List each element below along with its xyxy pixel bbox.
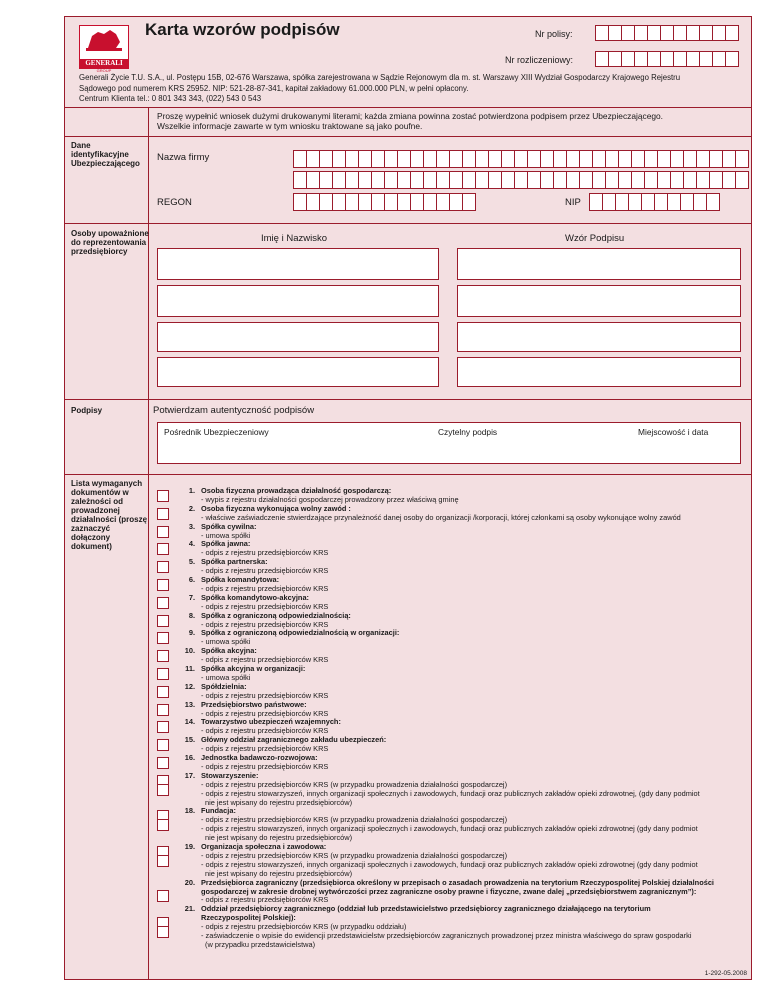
char-cell[interactable] [293, 193, 307, 211]
char-cell[interactable] [332, 193, 346, 211]
char-cell[interactable] [683, 171, 697, 189]
char-cell[interactable] [605, 171, 619, 189]
char-cell[interactable] [673, 51, 687, 67]
char-cell[interactable] [654, 193, 668, 211]
document-checkbox[interactable] [157, 632, 169, 644]
char-cell[interactable] [410, 193, 424, 211]
divider [65, 136, 751, 137]
char-cell[interactable] [306, 171, 320, 189]
person-name-field[interactable] [157, 285, 439, 317]
char-cell[interactable] [423, 150, 437, 168]
char-cell[interactable] [436, 193, 450, 211]
agent-label: Pośrednik Ubezpieczeniowy [164, 427, 269, 437]
document-checkbox[interactable] [157, 757, 169, 769]
char-cell[interactable] [449, 193, 463, 211]
place-date-label: Miejscowość i data [638, 427, 709, 437]
char-cell[interactable] [686, 51, 700, 67]
char-cell[interactable] [712, 25, 726, 41]
char-cell[interactable] [579, 150, 593, 168]
char-cell[interactable] [699, 51, 713, 67]
char-cell[interactable] [384, 150, 398, 168]
char-cell[interactable] [595, 25, 609, 41]
char-cell[interactable] [712, 51, 726, 67]
signature-column-header: Wzór Podpisu [565, 233, 625, 244]
section-label-insurer: Dane identyfikacyjne Ubezpieczającego [71, 141, 140, 168]
char-cell[interactable] [657, 150, 671, 168]
char-cell[interactable] [462, 171, 476, 189]
document-checkbox[interactable] [157, 543, 169, 555]
document-item: 4. Spółka jawna: - odpis z rejestru przedsiębiorców KRS [188, 539, 329, 558]
company-name-label: Nazwa firmy [157, 152, 210, 163]
char-cell[interactable] [384, 171, 398, 189]
char-cell[interactable] [345, 193, 359, 211]
document-item: 17. Stowarzyszenie: - odpis z rejestru przedsiębiorców KRS (w przypadku prowadzenia działalności gospodarczej) - odpis z rejestru stowarzyszeń, innych organizacji społecznych i zawodowych, fundacji oraz publicznych zakładów opieki zdrowotnej, (gdy dany podmiot nie jest wpisany do rejestru przedsiębiorców) [184, 770, 700, 807]
document-checkbox[interactable] [157, 784, 169, 796]
document-item: 15. Główny oddział zagranicznego zakładu ubezpieczeń: - odpis z rejestru przedsiębiorców KRS [184, 735, 387, 754]
char-cell[interactable] [553, 150, 567, 168]
char-cell[interactable] [709, 150, 723, 168]
char-cell[interactable] [371, 193, 385, 211]
char-cell[interactable] [660, 51, 674, 67]
char-cell[interactable] [696, 150, 710, 168]
char-cell[interactable] [631, 171, 645, 189]
section-label-signatures: Podpisy [71, 406, 103, 415]
char-cell[interactable] [660, 25, 674, 41]
person-name-field[interactable] [157, 248, 439, 280]
policy-number-label: Nr polisy: [535, 29, 573, 39]
char-cell[interactable] [699, 25, 713, 41]
char-cell[interactable] [618, 150, 632, 168]
char-cell[interactable] [397, 193, 411, 211]
char-cell[interactable] [631, 150, 645, 168]
nip-label: NIP [565, 197, 581, 208]
page-title: Karta wzorów podpisów [145, 20, 340, 39]
char-cell[interactable] [527, 171, 541, 189]
document-checkbox[interactable] [157, 526, 169, 538]
char-cell[interactable] [673, 25, 687, 41]
document-item: 18. Fundacja: - odpis z rejestru przedsiębiorców KRS (w przypadku prowadzenia działalności gospodarczej) - odpis z rejestru stowarzyszeń, innych organizacji społecznych i zawodowych, fundacji oraz publicznych zakładów opieki zdrowotnej (gdy dany podmiot nie jest wpisany do rejestru przedsiębiorców) [184, 806, 698, 843]
document-checkbox[interactable] [157, 721, 169, 733]
char-cell[interactable] [628, 193, 642, 211]
char-cell[interactable] [621, 25, 635, 41]
char-cell[interactable] [397, 171, 411, 189]
document-checkbox[interactable] [157, 686, 169, 698]
char-cell[interactable] [371, 171, 385, 189]
document-checkbox[interactable] [157, 668, 169, 680]
char-cell[interactable] [345, 150, 359, 168]
char-cell[interactable] [553, 171, 567, 189]
char-cell[interactable] [615, 193, 629, 211]
char-cell[interactable] [566, 171, 580, 189]
document-item: 19. Organizacja społeczna i zawodowa: - odpis z rejestru przedsiębiorców KRS (w przypadku prowadzenia działalności gospodarczej) - odpis z rejestru stowarzyszeń, innych organizacji społecznych i zawodowych, fundacji oraz publicznych zakładów opieki zdrowotnej (gdy dany podmiot nie jest wpisany do rejestru przedsiębiorców) [184, 842, 698, 878]
document-item: 13. Przedsiębiorstwo państwowe: - odpis z rejestru przedsiębiorców KRS [184, 699, 329, 718]
char-cell[interactable] [608, 25, 622, 41]
document-checkbox[interactable] [157, 890, 169, 902]
document-checkbox[interactable] [157, 579, 169, 591]
char-cell[interactable] [410, 150, 424, 168]
document-item: 8. Spółka z ograniczoną odpowiedzialnością: - odpis z rejestru przedsiębiorców KRS [188, 610, 351, 629]
regon-label: REGON [157, 197, 192, 208]
char-cell[interactable] [397, 150, 411, 168]
char-cell[interactable] [540, 171, 554, 189]
char-cell[interactable] [488, 150, 502, 168]
char-cell[interactable] [332, 171, 346, 189]
char-cell[interactable] [462, 150, 476, 168]
char-cell[interactable] [683, 150, 697, 168]
char-cell[interactable] [332, 150, 346, 168]
char-cell[interactable] [735, 171, 749, 189]
signatures-box[interactable] [157, 422, 741, 464]
char-cell[interactable] [449, 171, 463, 189]
company-info: Generali Życie T.U. S.A., ul. Postępu 15B, 02-676 Warszawa, spółka zarejestrowana w Sądzie Rejonowym dla m. st. Warszawy XIII Wydział Gospodarczy Krajowego Rejestru Sądowego pod numerem KRS 25952. NIP: 521-28-87-341, kapitał zakładowy 61.000.000 PLN, w pełni opłacony. Centrum Klienta tel.: 0 801 343 343, (022) 543 0 543 [79, 73, 681, 103]
divider [65, 107, 751, 108]
char-cell[interactable] [423, 193, 437, 211]
document-item: 6. Spółka komandytowa: - odpis z rejestru przedsiębiorców KRS [188, 575, 329, 593]
char-cell[interactable] [722, 171, 736, 189]
document-checkbox[interactable] [157, 926, 169, 938]
section-label-documents: Lista wymaganych dokumentów w zależności od prowadzonej działalności (proszę zaznaczyć dołączony dokument) [71, 479, 148, 551]
document-checkbox[interactable] [157, 561, 169, 573]
document-item: 1. Osoba fizyczna prowadząca działalność gospodarczą: - wypis z rejestru działalności gospodarczej prowadzony przez właściwą gminę [188, 486, 459, 504]
char-cell[interactable] [618, 171, 632, 189]
char-cell[interactable] [686, 25, 700, 41]
char-cell[interactable] [634, 51, 648, 67]
char-cell[interactable] [319, 150, 333, 168]
char-cell[interactable] [680, 193, 694, 211]
char-cell[interactable] [657, 171, 671, 189]
document-item: 14. Towarzystwo ubezpieczeń wzajemnych: - odpis z rejestru przedsiębiorców KRS [184, 717, 341, 736]
char-cell[interactable] [667, 193, 681, 211]
document-checkbox[interactable] [157, 739, 169, 751]
char-cell[interactable] [605, 150, 619, 168]
char-cell[interactable] [592, 171, 606, 189]
char-cell[interactable] [644, 171, 658, 189]
char-cell[interactable] [722, 150, 736, 168]
form-frame [64, 16, 752, 980]
char-cell[interactable] [475, 150, 489, 168]
person-signature-field[interactable] [457, 322, 741, 352]
char-cell[interactable] [608, 51, 622, 67]
form-code: 1-292-05.2008 [704, 970, 747, 977]
generali-logo [79, 25, 129, 73]
char-cell[interactable] [306, 150, 320, 168]
char-cell[interactable] [293, 171, 307, 189]
document-checkbox[interactable] [157, 650, 169, 662]
char-cell[interactable] [602, 193, 616, 211]
char-cell[interactable] [725, 51, 739, 67]
confirm-text: Potwierdzam autentyczność podpisów [153, 405, 315, 416]
char-cell[interactable] [514, 171, 528, 189]
divider [65, 399, 751, 400]
char-cell[interactable] [371, 150, 385, 168]
char-cell[interactable] [693, 193, 707, 211]
char-cell[interactable] [670, 150, 684, 168]
document-item: 5. Spółka partnerska: - odpis z rejestru przedsiębiorców KRS [188, 557, 329, 576]
char-cell[interactable] [595, 51, 609, 67]
char-cell[interactable] [621, 51, 635, 67]
char-cell[interactable] [527, 150, 541, 168]
document-checkbox[interactable] [157, 597, 169, 609]
person-name-field[interactable] [157, 357, 439, 387]
document-item: 11. Spółka akcyjna w organizacji: - umowa spółki [185, 664, 306, 682]
char-cell[interactable] [358, 150, 372, 168]
char-cell[interactable] [641, 193, 655, 211]
char-cell[interactable] [634, 25, 648, 41]
char-cell[interactable] [735, 150, 749, 168]
char-cell[interactable] [436, 171, 450, 189]
char-cell[interactable] [293, 150, 307, 168]
document-item: 2. Osoba fizyczna wykonująca wolny zawód : - właściwe zaświadczenie stwierdzające przynależność danej osoby do organizacji /korporacji, której członkami są osoby wykonujące wolny zawód [188, 503, 681, 522]
char-cell[interactable] [449, 150, 463, 168]
document-item: 10. Spółka akcyjna: - odpis z rejestru przedsiębiorców KRS [184, 646, 329, 665]
logo-subtext: GROUP [96, 68, 112, 73]
document-checkbox[interactable] [157, 615, 169, 627]
char-cell[interactable] [579, 171, 593, 189]
char-cell[interactable] [514, 150, 528, 168]
divider [65, 474, 751, 475]
document-item: 12. Spółdzielnia: - odpis z rejestru przedsiębiorców KRS [184, 681, 329, 700]
instructions: Proszę wypełnić wniosek dużymi drukowanymi literami; każda zmiana powinna zostać potwierdzona podpisem przez Ubezpieczającego. Wszelkie informacje zawarte w tym wniosku traktowane są jako poufne. [157, 111, 663, 131]
document-checkbox[interactable] [157, 819, 169, 831]
document-item: 7. Spółka komandytowo-akcyjna: - odpis z rejestru przedsiębiorców KRS [188, 592, 329, 611]
char-cell[interactable] [566, 150, 580, 168]
name-column-header: Imię i Nazwisko [261, 233, 327, 244]
char-cell[interactable] [540, 150, 554, 168]
char-cell[interactable] [644, 150, 658, 168]
char-cell[interactable] [647, 25, 661, 41]
person-signature-field[interactable] [457, 248, 741, 280]
char-cell[interactable] [501, 171, 515, 189]
char-cell[interactable] [592, 150, 606, 168]
char-cell[interactable] [696, 171, 710, 189]
char-cell[interactable] [345, 171, 359, 189]
document-checkbox[interactable] [157, 704, 169, 716]
char-cell[interactable] [725, 25, 739, 41]
person-signature-field[interactable] [457, 285, 741, 317]
document-checkbox[interactable] [157, 490, 169, 502]
document-checkbox[interactable] [157, 508, 169, 520]
lion-icon [80, 26, 128, 54]
document-item: 20. Przedsiębiorca zagraniczny (przedsiębiorca określony w przepisach o zasadach prowadzenia na terytorium Rzeczypospolitej Polskiej działalności gospodarczej w zakresie drobnej wytwórczości przez zagraniczne osoby prawne i fizyczne, zwane dalej „przedsiębiorstwem zagranicznym”): - odpis z rejestru przedsiębiorców KRS [184, 877, 714, 905]
document-item: 3. Spółka cywilna: - umowa spółki [188, 521, 257, 540]
char-cell[interactable] [488, 171, 502, 189]
legible-signature-label: Czytelny podpis [438, 427, 498, 437]
document-item: 16. Jednostka badawczo-rozwojowa: - odpis z rejestru przedsiębiorców KRS [184, 753, 329, 771]
char-cell[interactable] [706, 193, 720, 211]
char-cell[interactable] [475, 171, 489, 189]
char-cell[interactable] [462, 193, 476, 211]
person-signature-field[interactable] [457, 357, 741, 387]
char-cell[interactable] [436, 150, 450, 168]
char-cell[interactable] [358, 193, 372, 211]
document-item: 9. Spółka z ograniczoną odpowiedzialnością w organizacji: - umowa spółki [188, 628, 400, 647]
char-cell[interactable] [319, 171, 333, 189]
char-cell[interactable] [410, 171, 424, 189]
char-cell[interactable] [709, 171, 723, 189]
char-cell[interactable] [589, 193, 603, 211]
char-cell[interactable] [423, 171, 437, 189]
section-label-persons: Osoby upoważnione do reprezentowania przedsiębiorcy [71, 229, 149, 256]
person-name-field[interactable] [157, 322, 439, 352]
char-cell[interactable] [306, 193, 320, 211]
char-cell[interactable] [647, 51, 661, 67]
divider [65, 223, 751, 224]
char-cell[interactable] [358, 171, 372, 189]
char-cell[interactable] [384, 193, 398, 211]
logo-text: GENERALI [80, 59, 128, 68]
document-checkbox[interactable] [157, 855, 169, 867]
char-cell[interactable] [670, 171, 684, 189]
char-cell[interactable] [501, 150, 515, 168]
char-cell[interactable] [319, 193, 333, 211]
settlement-number-label: Nr rozliczeniowy: [505, 55, 574, 65]
document-item: 21. Oddział przedsiębiorcy zagranicznego (oddział lub przedstawicielstwo przedsiębiorcy zagranicznego działającego na terytorium Rzeczypospolitej Polskiej): - odpis z rejestru przedsiębiorców KRS (w przypadku oddziału) - zaświadczenie o wpisie do ewidencji przedstawicielstw przedsiębiorców zagranicznych prowadzonej przez ministra właściwego do spraw gospodarki (w przypadku przedstawicielstwa) [184, 904, 692, 949]
